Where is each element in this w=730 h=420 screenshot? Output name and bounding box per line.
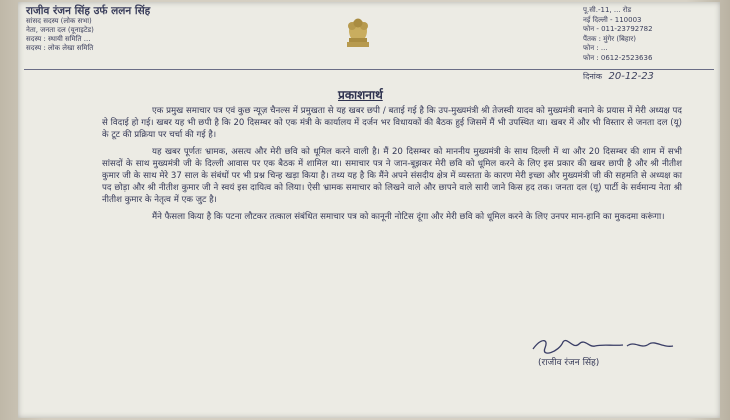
sender-designation: सांसद सदस्य (लोक सभा): [26, 17, 92, 25]
sender-committee-1: सदस्य : स्थायी समिति ...: [26, 35, 91, 43]
address-line-5: फोन : ...: [583, 44, 608, 52]
letter-body: [102, 105, 682, 227]
handwritten-signature: [523, 334, 683, 356]
letter-title: प्रकाशनार्थ: [338, 88, 383, 102]
sender-party: नेता, जनता दल (यूनाइटेड): [26, 26, 94, 34]
letter-date: [583, 71, 654, 82]
letterhead-left: [26, 6, 150, 53]
paragraph-1: एक प्रमुख समाचार पत्र एवं कुछ न्यूज़ चैनल्स में प्रमुखता से यह खबर छपी / बताई गई है कि उप-मुख्यमंत्री श्री तेजस्वी यादव को मुख्यमंत्री बनाने के प्रयास में मेरी अध्यक्ष पद से विदाई हो गई। खबर यह भी छपी है कि 20 दिसम्बर को एक मंत्री के कार्यालय में दर्जन भर विधायकों की बैठक हुई जिसमें मैं भी उपस्थित था। खबर में और भी विस्तार से जनता दल (यू) के टूट की प्रक्रिया पर चर्चा की गई है।: [102, 106, 682, 141]
address-line-6: फोन : 0612-2523636: [583, 53, 653, 62]
header-divider: [24, 69, 714, 70]
sender-committee-2: सदस्य : लोक लेखा समिति: [26, 44, 94, 52]
signatory-name: (राजीव रंजन सिंह): [538, 358, 600, 368]
date-label: दिनांक: [583, 72, 602, 81]
national-emblem-icon: [341, 16, 375, 50]
paragraph-3: मैंने फैसला किया है कि पटना लौटकर तत्काल संबंधित समाचार पत्र को कानूनी नोटिस दूंगा और मेरी छवि को धूमिल करने के लिए उनपर मान-हानि का मुकदमा करूंगा।: [152, 211, 665, 222]
letterhead-right: [583, 6, 715, 63]
address-line-2: नई दिल्ली - 110003: [583, 15, 642, 24]
address-line-4: पैंतक : मुंगेर (बिहार): [583, 34, 637, 43]
address-line-1: पू.सी.-11, ... रोड: [583, 6, 632, 14]
paragraph-2: यह खबर पूर्णतः भ्रामक, असत्य और मेरी छवि को धूमिल करने वाली है। मैं 20 दिसम्बर को माननीय मुख्यमंत्री के साथ दिल्ली में था और 20 दिसम्बर की शाम में सभी सांसदों के साथ मुख्यमंत्री जी के दिल्ली आवास पर एक बैठक में शामिल था। समाचार पत्र ने जान-बूझकर मेरी छवि को धूमिल करने के लिए इस प्रकार की खबर छापी है और श्री नीतीश कुमार जी के साथ मेरे 37 साल के संबंधों पर भी प्रश्न चिन्ह खड़ा किया है। तथ्य यह है कि मैंने अपने संसदीय क्षेत्र में व्यस्तता के कारण मेरी इच्छा और मुख्यमंत्री जी की सहमति से अध्यक्ष का पद छोड़ा और श्री नीतीश कुमार जी ने स्वयं इस दायित्व को लिया। ऐसी भ्रामक समाचार को लिखने वाले और छापने वाले सारी जाने किस हद तक। जनता दल (यू) पार्टी के सर्वमान्य नेता श्री नीतीश कुमार के नेतृत्व में एक जुट है।: [102, 146, 682, 206]
date-value: 20-12-23: [608, 71, 654, 82]
letter-sheet: [18, 2, 720, 418]
sender-name: राजीव रंजन सिंह उर्फ ललन सिंह: [26, 5, 151, 17]
address-line-3: फोन - 011-23792782: [583, 25, 653, 33]
